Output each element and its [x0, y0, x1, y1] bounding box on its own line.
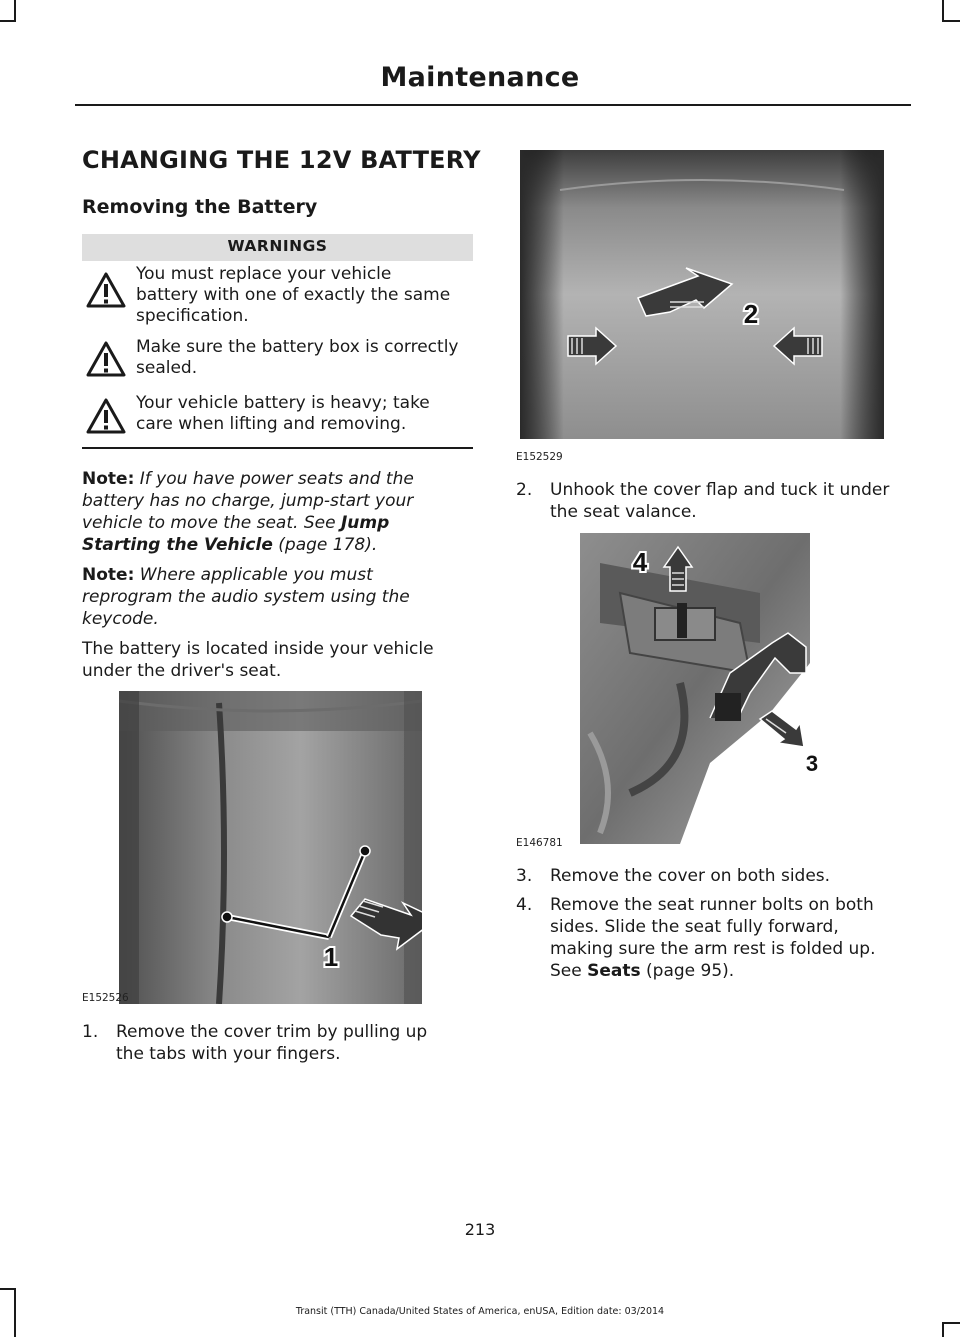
warning-triangle-icon: [86, 272, 126, 308]
page-number: 213: [464, 1220, 496, 1239]
sub-heading: Removing the Battery: [82, 196, 318, 218]
step-2: 2. Unhook the cover flap and tuck it under the seat valance.: [516, 480, 890, 522]
seat-cover-flap-illustration: [520, 150, 884, 439]
warnings-title: WARNINGS: [227, 237, 328, 255]
callout-1: 1: [323, 942, 339, 972]
crop-mark: [0, 1288, 16, 1290]
note-audio-keycode: Note: Where applicable you must reprogram the audio system using the keycode.: [82, 565, 410, 629]
section-title: Maintenance: [380, 62, 580, 93]
figure-code: E152529: [516, 451, 563, 463]
figure-code: E152526: [82, 992, 129, 1004]
crop-mark: [942, 20, 960, 22]
note-jump-start: Note: If you have power seats and the battery has no charge, jump-start your vehicle to move the seat. See Jump Starting the Vehicle (page 178).: [82, 469, 414, 555]
callout-2: 2: [743, 299, 759, 329]
figure-code: E146781: [516, 837, 563, 849]
warning-text: You must replace your vehicle battery with one of exactly the same specification.: [136, 264, 451, 326]
battery-location-text: The battery is located inside your vehicle under the driver's seat.: [82, 639, 434, 681]
warning-text: Make sure the battery box is correctly sealed.: [136, 337, 459, 378]
callout-3: 3: [805, 751, 819, 776]
warning-triangle-icon: [86, 398, 126, 434]
seat-cover-trim-illustration: [119, 691, 422, 1004]
step-3: 3. Remove the cover on both sides.: [516, 866, 831, 886]
crop-mark: [942, 1322, 960, 1324]
jump-starting-link[interactable]: Starting the Vehicle: [82, 535, 273, 555]
crop-mark: [942, 0, 944, 22]
seats-link[interactable]: Seats: [587, 961, 641, 981]
warning-triangle-icon: [86, 341, 126, 377]
page-heading: CHANGING THE 12V BATTERY: [82, 146, 481, 174]
seat-valance-illustration: [560, 533, 884, 844]
callout-4: 4: [632, 547, 648, 577]
header-divider: [75, 104, 911, 106]
jump-starting-link[interactable]: Jump: [340, 513, 390, 533]
footer-text: Transit (TTH) Canada/United States of America, enUSA, Edition date: 03/2014: [295, 1306, 665, 1317]
step-1: 1. Remove the cover trim by pulling up the tabs with your fingers.: [82, 1022, 428, 1064]
step-4: 4. Remove the seat runner bolts on both sides. Slide the seat fully forward, making sure the arm rest is folded up. See Seats (page 95).: [516, 895, 876, 981]
warning-text: Your vehicle battery is heavy; take care when lifting and removing.: [136, 393, 430, 434]
warnings-divider: [82, 447, 473, 449]
crop-mark: [942, 1322, 944, 1337]
crop-mark: [0, 20, 16, 22]
crop-mark: [14, 0, 16, 22]
